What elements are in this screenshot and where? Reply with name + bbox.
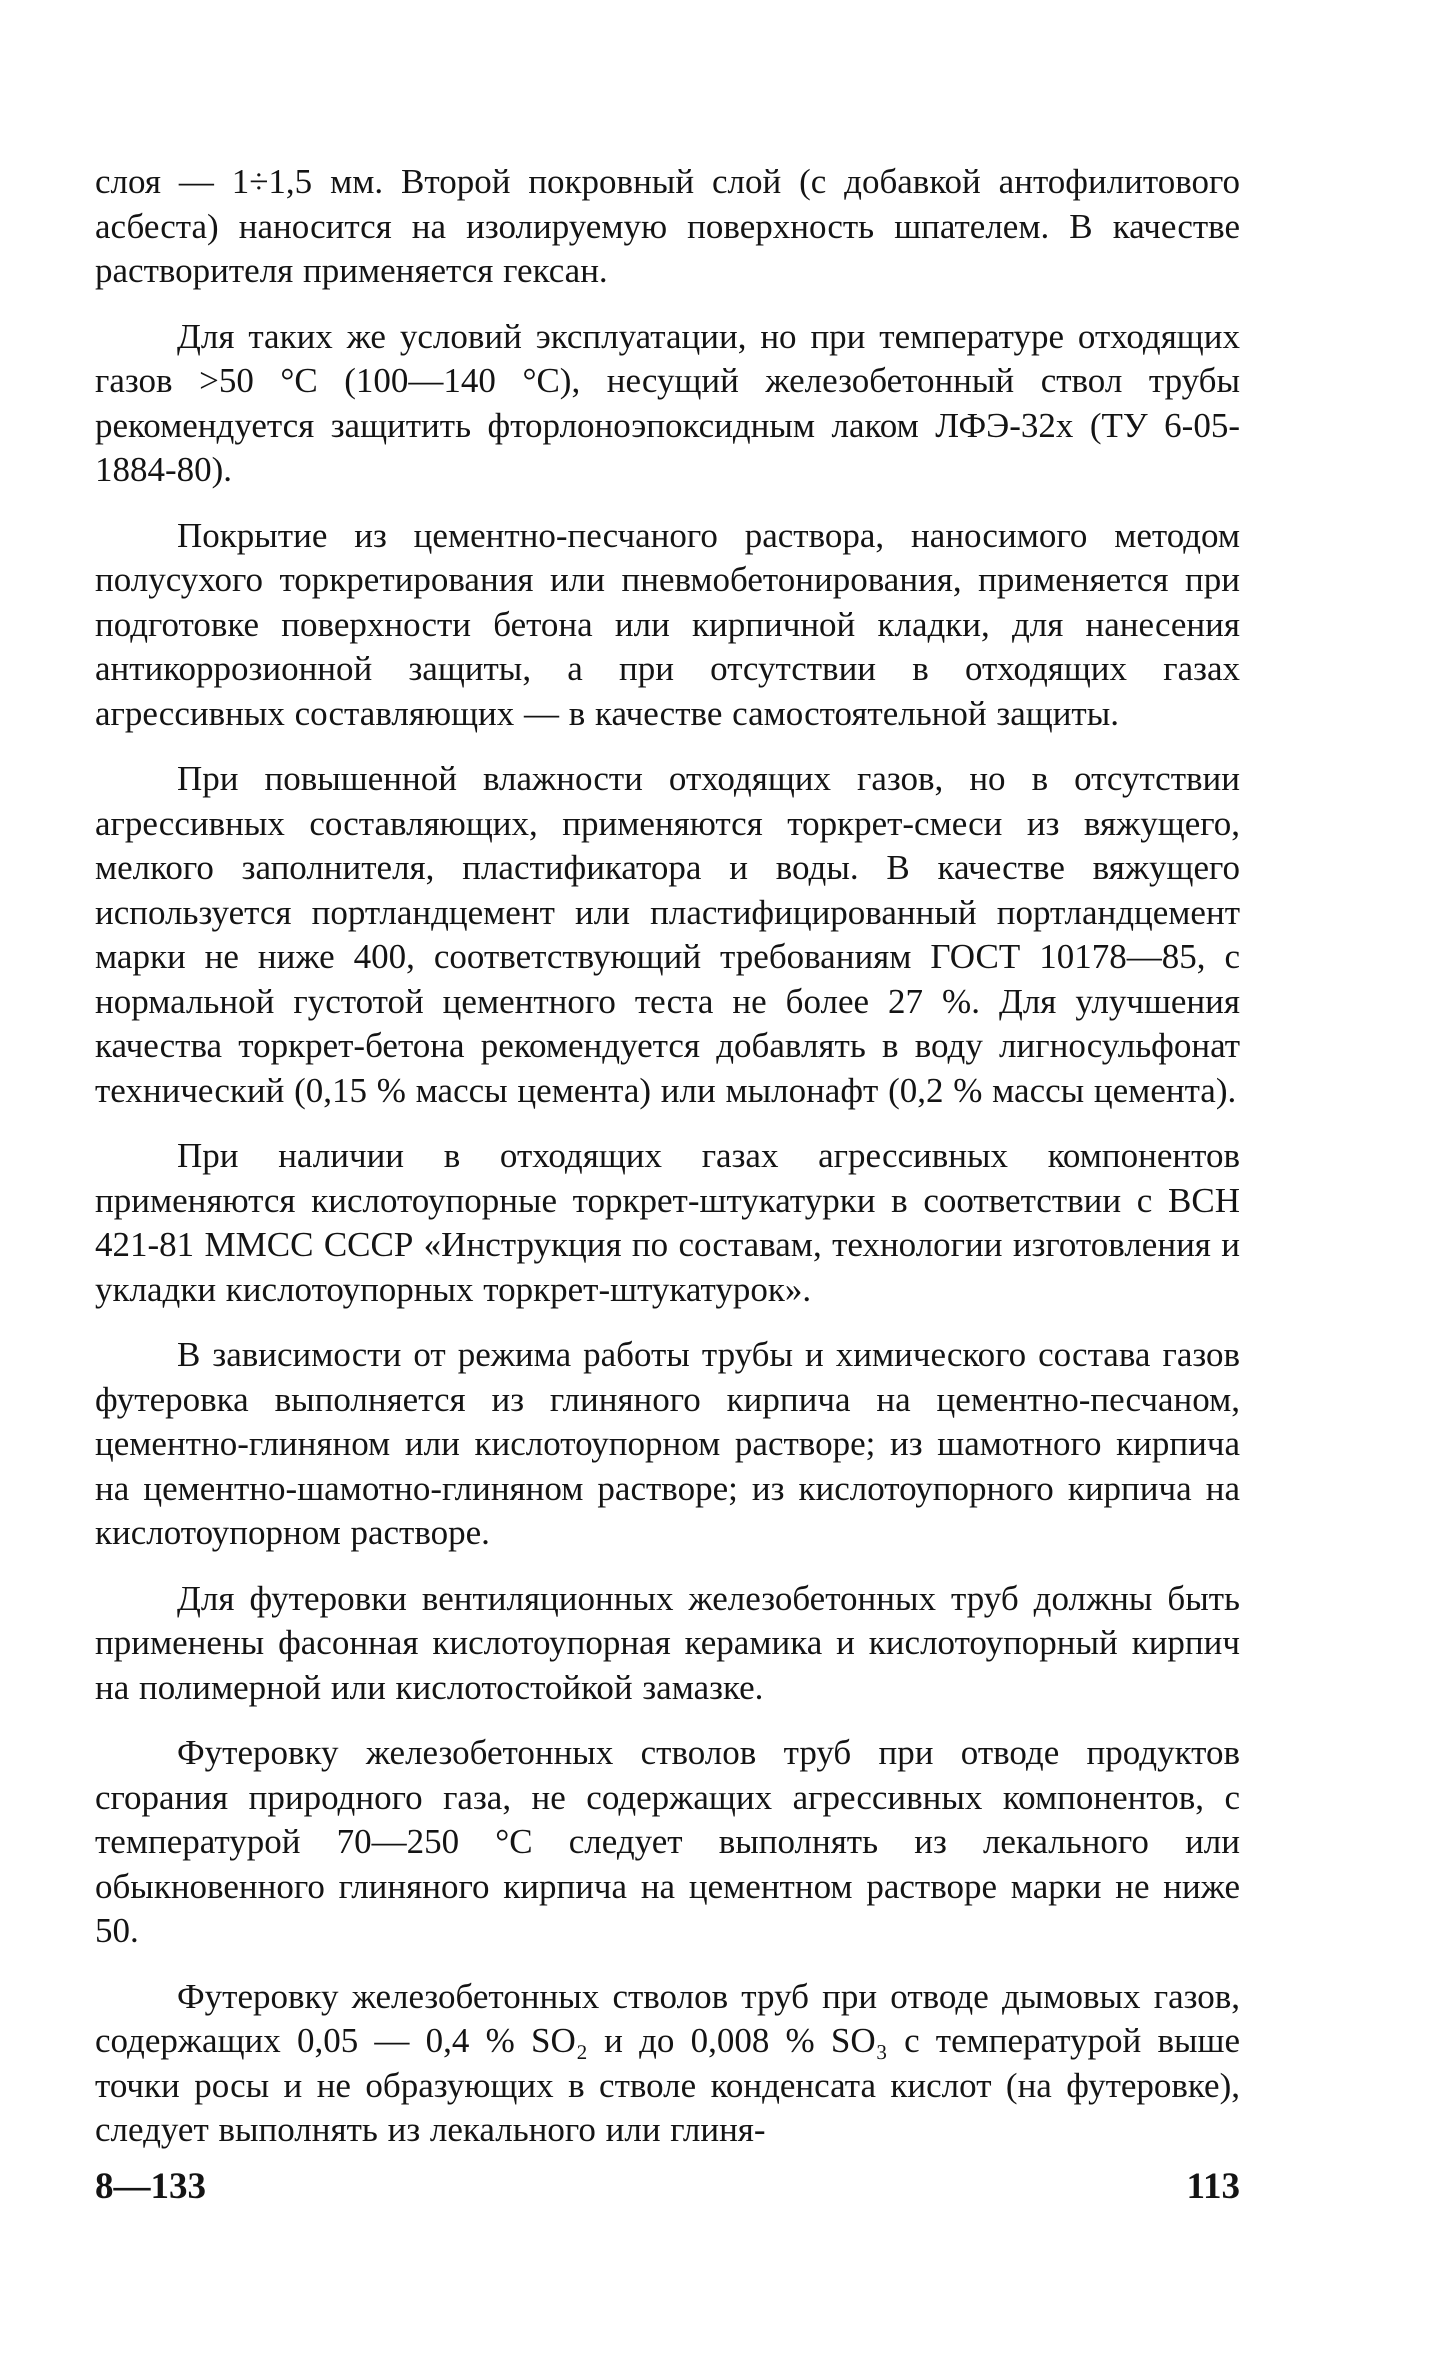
paragraph-7: Для футеровки вентиляционных железобетонных труб должны быть применены фасонная кислотоупорная керамика и кислотоупорный кирпич на полимерной или кислотостойкой замазке. (95, 1578, 1240, 1707)
signature-mark: 8—133 (95, 2166, 206, 2207)
paragraph-9: Футеровку железобетонных стволов труб при отводе дымовых газов, содержащих 0,05 — 0,4 % SO₂ и до 0,008 % SO₃ с температурой выше точки росы и не образующих в стволе конденсата кислот (на футеровке), следует выполнять из лекального или глиня- (95, 1976, 1240, 2149)
page-footer (95, 2165, 1240, 2215)
paragraph-8: Футеровку железобетонных стволов труб при отводе продуктов сгорания природного газа, не содержащих агрессивных компонентов, с температурой 70—250 °С следует выполнять из лекального или обыкновенного глиняного кирпича на цементном растворе марки не ниже 50. (95, 1733, 1240, 1950)
paragraph-3: Покрытие из цементно-песчаного раствора, наносимого методом полусухого торкретирования или пневмобетонирования, применяется при подготовке поверхности бетона или кирпичной кладки, для нанесения антикоррозионной защиты, а при отсутствии в отходящих газах агрессивных составляющих — в качестве самостоятельной защиты. (95, 515, 1240, 733)
body-text (95, 160, 1240, 2174)
paragraph-5: При наличии в отходящих газах агрессивных компонентов применяются кислотоупорные торкрет-штукатурки в соответствии с ВСН 421-81 ММСС СССР «Инструкция по составам, технологии изготовления и укладки кислотоупорных торкрет-штукатурок». (95, 1136, 1240, 1309)
paragraph-1: слоя — 1÷1,5 мм. Второй покровный слой (с добавкой антофилитового асбеста) наносится на изолируемую поверхность шпателем. В качестве растворителя применяется гексан. (95, 162, 1240, 290)
paragraph-4: При повышенной влажности отходящих газов, но в отсутствии агрессивных составляющих, применяются торкрет-смеси из вяжущего, мелкого заполнителя, пластификатора и воды. В качестве вяжущего используется портландцемент или пластифицированный портландцемент марки не ниже 400, соответствующий требованиям ГОСТ 10178—85, с нормальной густотой цементного теста не более 27 %. Для улучшения качества торкрет-бетона рекомендуется добавлять в воду лигносульфонат технический (0,15 % массы цемента) или мылонафт (0,2 % массы цемента). (95, 759, 1240, 1110)
paragraph-6: В зависимости от режима работы трубы и химического состава газов футеровка выполняется из глиняного кирпича на цементно-песчаном, цементно-глиняном или кислотоупорном растворе; из шамотного кирпича на цементно-шамотно-глиняном растворе; из кислотоупорного кирпича на кислотоупорном растворе. (95, 1335, 1240, 1552)
paragraph-2: Для таких же условий эксплуатации, но при температуре отходящих газов >50 °С (100—140 °С), несущий железобетонный ствол трубы рекомендуется защитить фторлоноэпоксидным лаком ЛФЭ-32х (ТУ 6-05-1884-80). (95, 316, 1240, 489)
page-number: 113 (1186, 2166, 1240, 2207)
